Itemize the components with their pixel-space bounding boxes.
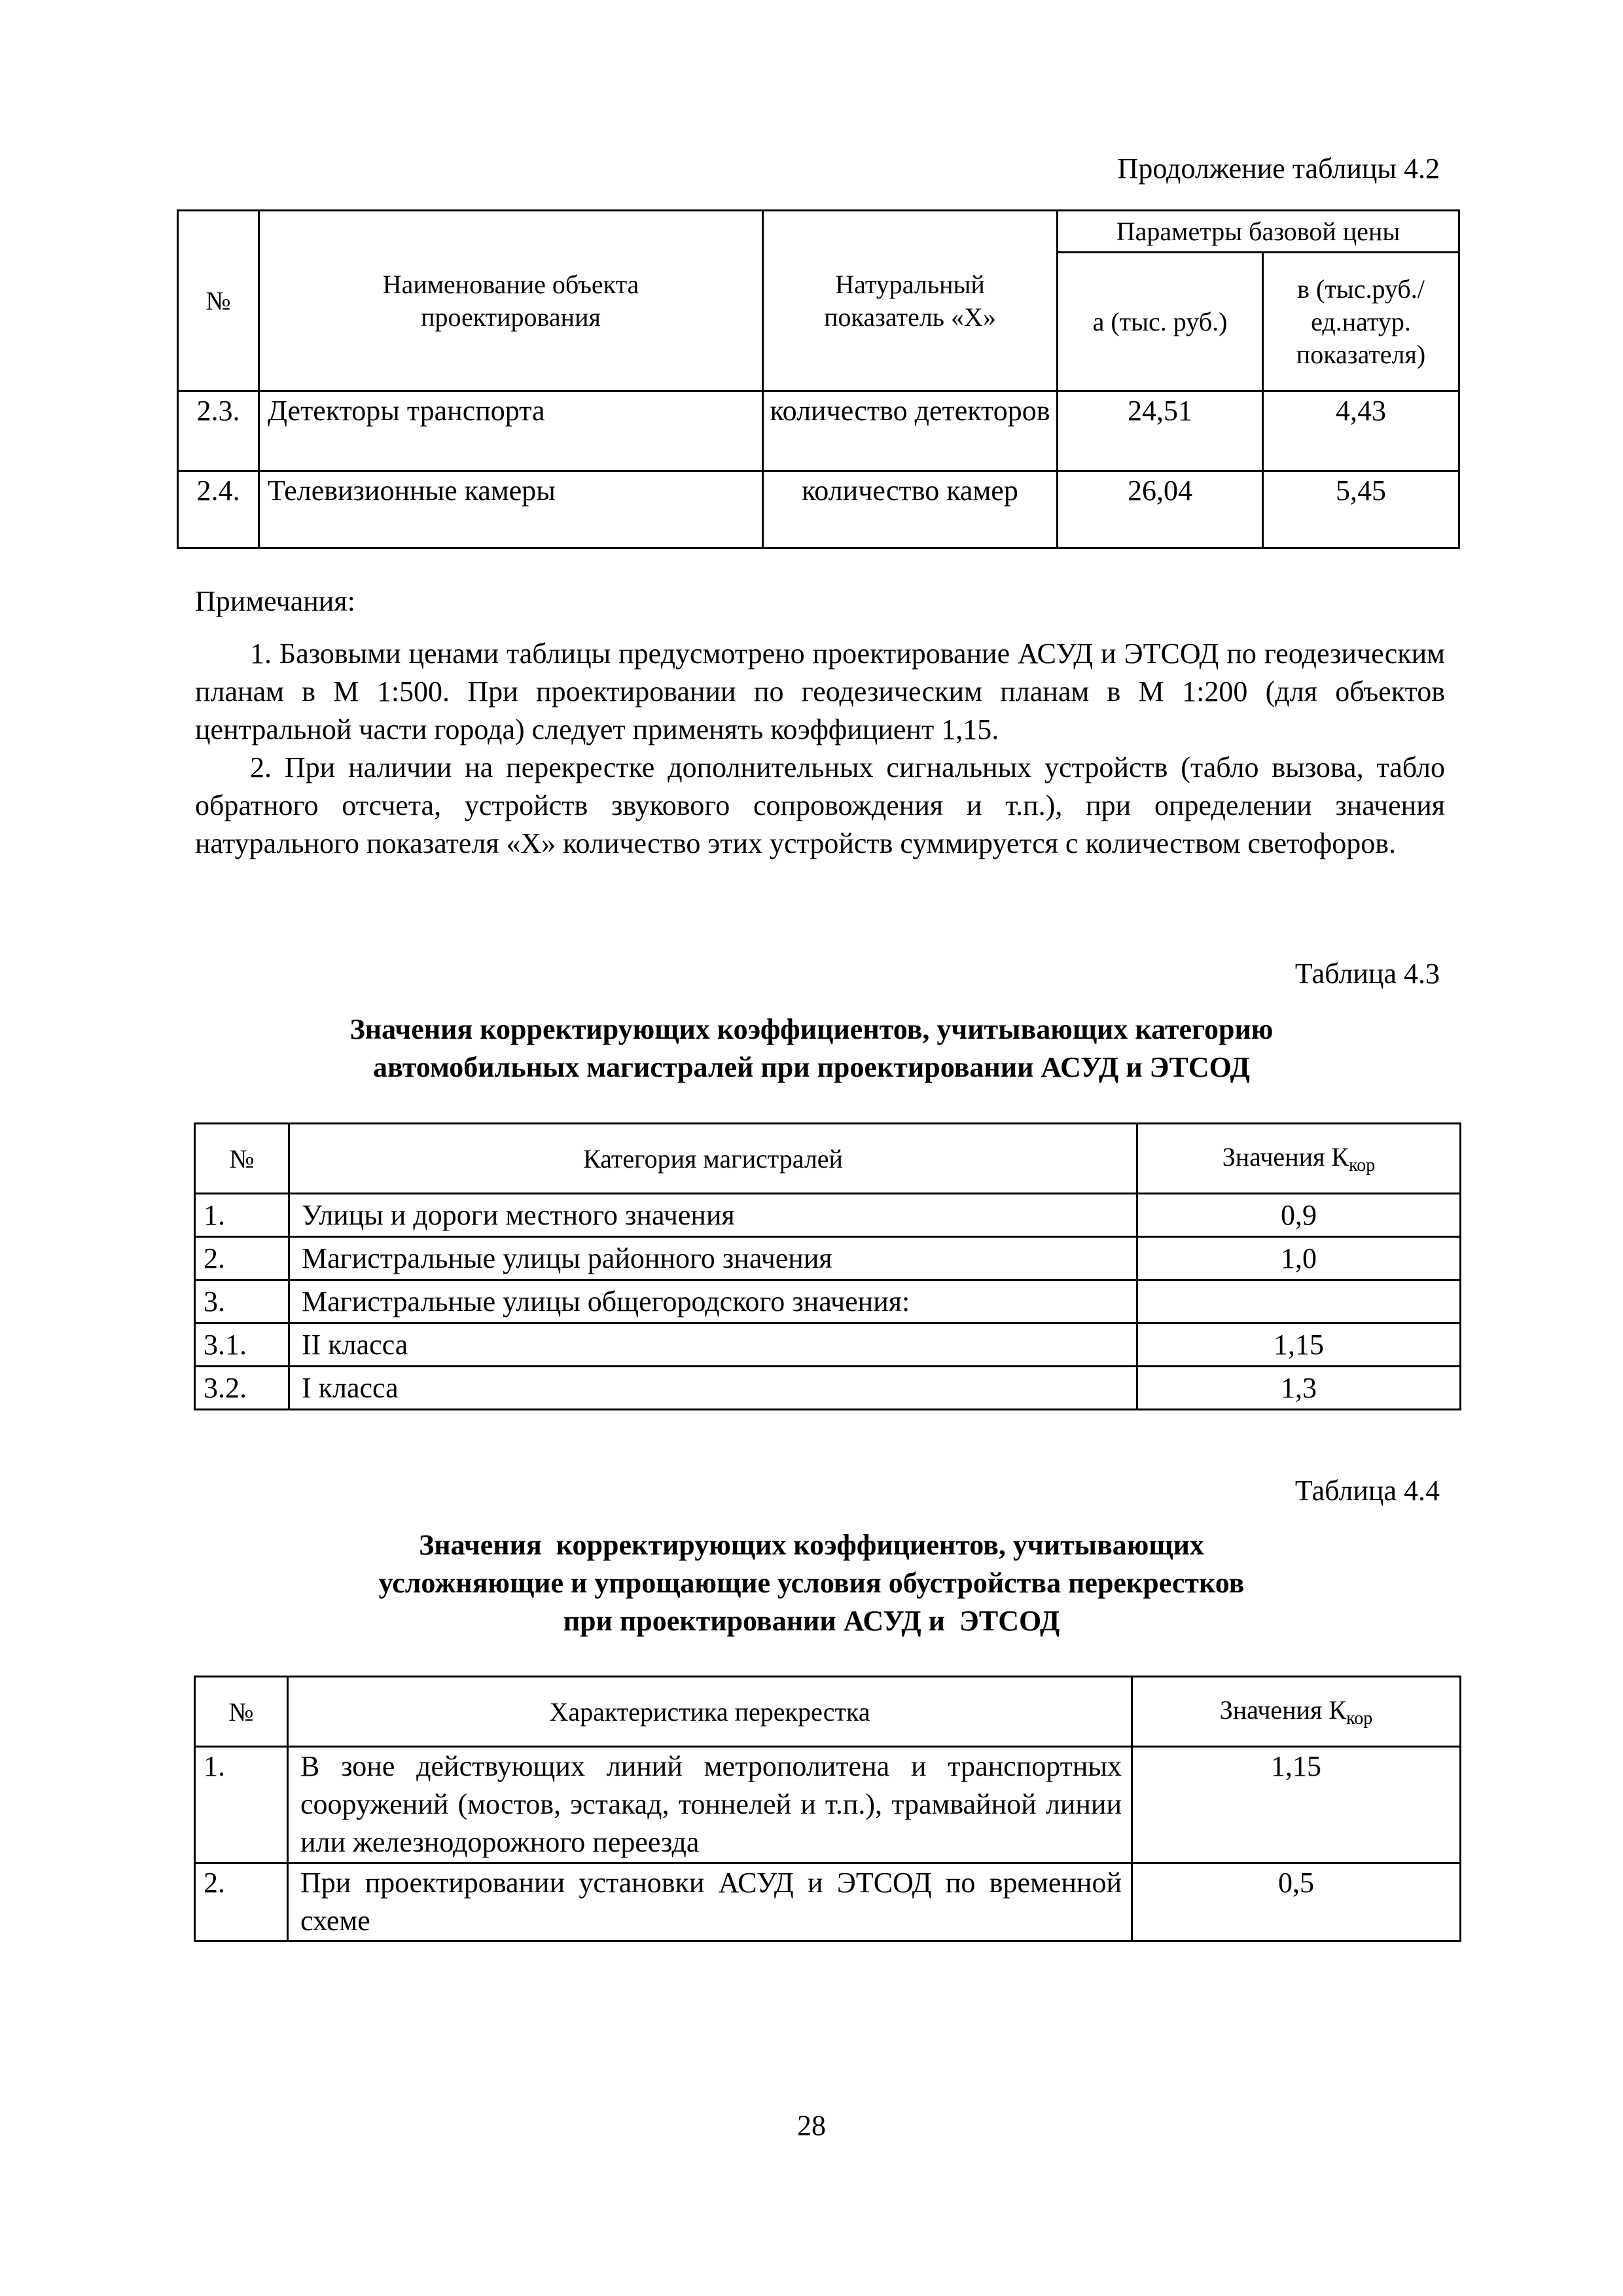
table-row xyxy=(195,1367,1461,1410)
page-number: 28 xyxy=(797,2109,826,2142)
header-param-b: в (тыс.руб./ ед.натур. показателя) xyxy=(1263,253,1459,391)
header-kkor-value: Значения $К_{кор}$ xyxy=(1137,1124,1461,1194)
row-num: 2.4. xyxy=(178,471,259,548)
row-indicator: количество детекторов xyxy=(763,391,1058,471)
row-num: 3.2. xyxy=(195,1367,289,1410)
row-num: 1. xyxy=(195,1194,289,1237)
row-characteristic: В зоне действующих линий метрополитена и транспортных сооружений (мостов, эстакад, тоннелей и т.п.), трамвайной линии или железнодорожного переезда xyxy=(288,1747,1132,1863)
header-natural-indicator: Натуральный показатель «Х» xyxy=(763,211,1058,391)
note-2: 2. При наличии на перекрестке дополнительных сигнальных устройств (табло вызова, табло обратного отсчета, устройств звукового сопровождения и т.п.), при определении значения натурального показателя «Х» количество этих устройств суммируется с количеством светофоров. xyxy=(195,751,1445,859)
row-num: 2. xyxy=(195,1237,289,1280)
row-param-b: 4,43 xyxy=(1263,391,1459,471)
notes-title: Примечания: xyxy=(195,585,355,617)
table-row xyxy=(195,1194,1461,1237)
continuation-caption: Продолжение таблицы 4.2 xyxy=(1117,152,1440,185)
row-kkor: 1,3 xyxy=(1137,1367,1461,1410)
row-num: 2.3. xyxy=(178,391,259,471)
row-kkor: 1,0 xyxy=(1137,1237,1461,1280)
header-num: № xyxy=(195,1124,289,1194)
header-base-price-params: Параметры базовой цены xyxy=(1058,211,1459,253)
table-row xyxy=(178,391,1459,471)
row-num: 3. xyxy=(195,1280,289,1323)
row-kkor xyxy=(1137,1280,1461,1323)
row-category: II класса xyxy=(289,1323,1137,1367)
row-category: Магистральные улицы районного значения xyxy=(289,1237,1137,1280)
table-row xyxy=(195,1863,1461,1941)
row-num: 3.1. xyxy=(195,1323,289,1367)
row-param-a: 24,51 xyxy=(1058,391,1263,471)
table-4-3-title xyxy=(164,1011,1459,1086)
table-4-4 xyxy=(194,1676,1461,1942)
header-characteristic: Характеристика перекрестка xyxy=(288,1677,1132,1747)
table-4-3-title-line-2: автомобильных магистралей при проектировании АСУД и ЭТСОД xyxy=(373,1051,1250,1083)
table-4-3 xyxy=(194,1122,1461,1410)
header-num: № xyxy=(195,1677,288,1747)
row-category: I класса xyxy=(289,1367,1137,1410)
table-4-3-title-line-1: Значения корректирующих коэффициентов, учитывающих категорию xyxy=(349,1013,1274,1045)
table-4-4-title-line-1: Значения корректирующих коэффициентов, учитывающих xyxy=(419,1529,1204,1561)
table-4-4-title-line-2: усложняющие и упрощающие условия обустройства перекрестков xyxy=(378,1567,1245,1599)
row-param-a: 26,04 xyxy=(1058,471,1263,548)
row-category: Улицы и дороги местного значения xyxy=(289,1194,1137,1237)
table-row xyxy=(178,471,1459,548)
row-characteristic: При проектировании установки АСУД и ЭТСОД по временной схеме xyxy=(288,1863,1132,1941)
row-indicator: количество камер xyxy=(763,471,1058,548)
row-category: Магистральные улицы общегородского значения: xyxy=(289,1280,1137,1323)
row-object-name: Детекторы транспорта xyxy=(259,391,763,471)
table-4-4-caption: Таблица 4.4 xyxy=(1294,1475,1440,1507)
header-category: Категория магистралей xyxy=(289,1124,1137,1194)
header-object-name: Наименование объекта проектирования xyxy=(259,211,763,391)
table-4-2-continuation xyxy=(177,209,1460,549)
table-row xyxy=(195,1237,1461,1280)
header-kkor-value: Значения $К_{кор}$ xyxy=(1132,1677,1461,1747)
row-num: 1. xyxy=(195,1747,288,1863)
note-1: 1. Базовыми ценами таблицы предусмотрено проектирование АСУД и ЭТСОД по геодезическим планам в М 1:500. При проектировании по геодезическим планам в М 1:200 (для объектов центральной части города) следует применять коэффициент 1,15. xyxy=(195,637,1445,745)
table-4-3-caption: Таблица 4.3 xyxy=(1294,958,1440,990)
table-row xyxy=(195,1323,1461,1367)
header-num: № xyxy=(178,211,259,391)
row-kkor: 0,9 xyxy=(1137,1194,1461,1237)
row-kkor: 0,5 xyxy=(1132,1863,1461,1941)
notes-block xyxy=(195,583,1445,863)
row-kkor: 1,15 xyxy=(1137,1323,1461,1367)
table-4-4-title xyxy=(164,1526,1459,1640)
row-object-name: Телевизионные камеры xyxy=(259,471,763,548)
table-4-4-title-line-3: при проектировании АСУД и ЭТСОД xyxy=(563,1605,1060,1637)
header-param-a: а (тыс. руб.) xyxy=(1058,253,1263,391)
table-row xyxy=(195,1747,1461,1863)
row-kkor: 1,15 xyxy=(1132,1747,1461,1863)
row-num: 2. xyxy=(195,1863,288,1941)
table-row xyxy=(195,1280,1461,1323)
row-param-b: 5,45 xyxy=(1263,471,1459,548)
